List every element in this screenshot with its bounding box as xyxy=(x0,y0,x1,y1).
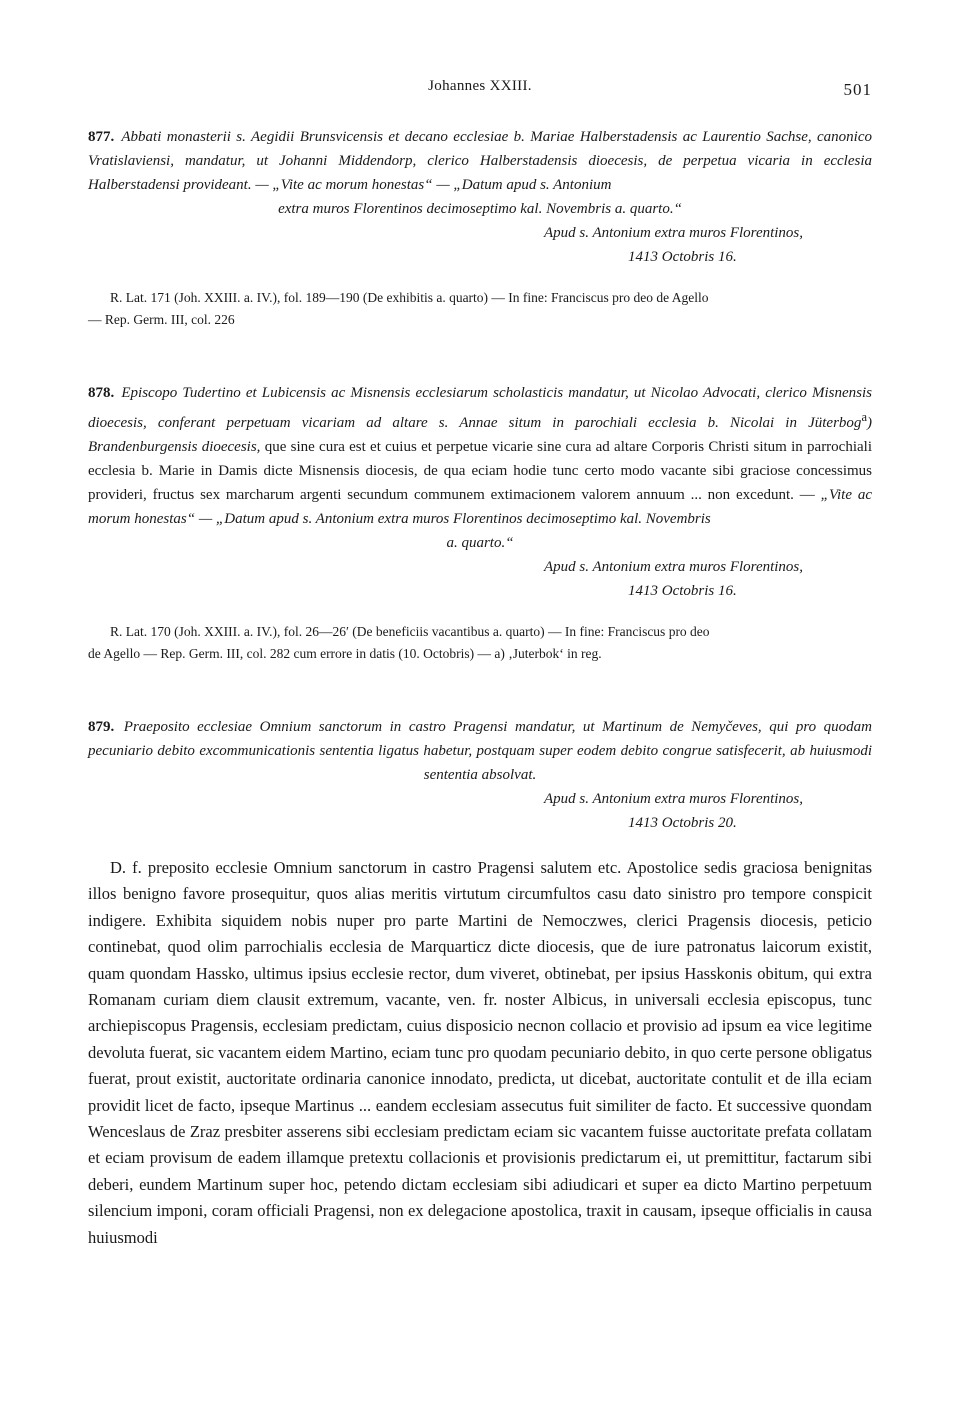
running-header xyxy=(88,78,872,102)
regest-text-3: „Vite ac morum honestas“ — „Datum apud s. Antonium extra muros Florentinos decimoseptimo kal. Novembris xyxy=(88,487,872,527)
page-number: 501 xyxy=(843,80,872,99)
entry-number: 879. xyxy=(88,719,115,735)
regest-centered-line: extra muros Florentinos decimoseptimo kal. Novembris a. quarto.“ xyxy=(278,201,682,217)
source-line-1: R. Lat. 170 (Joh. XXIII. a. IV.), fol. 26—26′ (De beneficiis vacantibus a. quarto) — In fine: Franciscus pro deo xyxy=(110,624,710,639)
regest-text: Abbati monasterii s. Aegidii Brunsvicensis et decano ecclesiae b. Mariae Halberstadensis ac Laurentio Sachse, canonico Vratislaviensi, mandatur, ut Johanni Middendorp, clerico Halberstadensis dioecesis, de perpetua vicaria in ecclesia Halberstadensi provideant. — „Vite ac morum honestas“ — „Datum apud s. Antonium xyxy=(88,129,873,193)
regest-text: Praeposito ecclesiae Omnium sanctorum in castro Pragensi mandatur, ut Martinum de Nemyčeves, qui pro quodam pecuniario debito excommunicationis sententia ligatus habetur, postquam super eodem debito congrue satisfecerit, ab huiusmodi sententia absolvat. xyxy=(88,719,873,783)
regest-text: Episcopo Tudertino et Lubicensis ac Misnensis ecclesiarum scholasticis mandatur, ut Nicolao Advocati, clerico Misnensis dioecesis, conferant perpetuam vicariam ad altare s. Annae situm in parochiali ecclesia b. Nicolai in Jüterbog xyxy=(88,385,872,431)
dating-date: 1413 Octobris 16. xyxy=(628,249,737,265)
source-line-2: — Rep. Germ. III, col. 226 xyxy=(88,312,235,327)
source-line-1: R. Lat. 171 (Joh. XXIII. a. IV.), fol. 189—190 (De exhibitis a. quarto) — In fine: Franciscus pro deo de Agello xyxy=(110,290,709,305)
entry-877 xyxy=(88,125,872,331)
dating-block xyxy=(544,221,872,269)
source-note xyxy=(88,621,872,665)
source-note xyxy=(88,287,872,331)
dating-block xyxy=(544,787,872,835)
dating-date: 1413 Octobris 16. xyxy=(628,583,737,599)
regest-877 xyxy=(88,125,872,197)
footnote-mark: a xyxy=(861,410,867,424)
running-title: Johannes XXIII. xyxy=(428,78,532,94)
document-body xyxy=(88,855,872,1251)
dating-block xyxy=(544,555,872,603)
dating-place: Apud s. Antonium extra muros Florentinos, xyxy=(544,559,804,575)
dating-place: Apud s. Antonium extra muros Florentinos, xyxy=(544,225,804,241)
entry-878 xyxy=(88,381,872,665)
entry-number: 877. xyxy=(88,129,115,145)
page xyxy=(88,78,872,1251)
source-line-2: de Agello — Rep. Germ. III, col. 282 cum errore in datis (10. Octobris) — a) ‚Juterbok‘ in reg. xyxy=(88,646,602,661)
regest-centered-line: a. quarto.“ xyxy=(446,535,514,551)
dating-date: 1413 Octobris 20. xyxy=(628,815,737,831)
regest-879 xyxy=(88,715,872,787)
regest-plain-text: que sine cura est et cuius et perpetue vicarie sine cura ad altare Corporis Christi situm in parrochiali ecclesia b. Marie in Damis dicte Misnensis diocesis, de qua eciam hodie tunc certo modo vacante sibi graciose concessimus provideri, fructus sex marcharum argenti secundum communem extimacionem valorem annuum ... non excedunt. — xyxy=(88,439,872,503)
dating-place: Apud s. Antonium extra muros Florentinos, xyxy=(544,791,804,807)
regest-text-2: ) Brandenburgensis dioecesis, xyxy=(88,415,872,455)
entry-879 xyxy=(88,715,872,1251)
regest-878 xyxy=(88,381,872,531)
entry-number: 878. xyxy=(88,385,115,401)
document-body-text: D. f. preposito ecclesie Omnium sanctorum in castro Pragensi salutem etc. Apostolice sedis graciosa benignitas illos benigno favore prosequitur, quos alias meritis virtutum circumfultos casu dato sinistro pro tempore conspicit indigere. Exhibita siquidem nobis nuper pro parte Martini de Nemoczwes, clerici Pragensis diocesis, peticio continebat, quod olim parrochialis ecclesia de Marquarticz dicte diocesis, que de iure patronatus laicorum existit, quam quondam Hassko, ultimus ipsius ecclesie rector, dum viveret, obtinebat, per ipsius Hasskonis obitum, qui extra Romanam curiam diem clausit extremum, vacante, ven. fr. noster Albicus, in universali ecclesia episcopus, tunc archiepiscopus Pragensis, ecclesiam predictam, cuius disposicio necnon collacio et provisio ad ipsum ea vice legitime devoluta fuerat, sic vacantem eidem Martino, eciam tunc pro quodam pecuniario debito, in quo certe persone obligatus fuerat, prout existit, auctoritate ordinaria canonice innodato, predicta, ut dicebat, auctoritate contulit et de illa eciam providit licet de facto, ipseque Martinus ... eandem ecclesiam assecutus fuit similiter de facto. Et successive quondam Wenceslaus de Zraz presbiter asserens sibi ecclesiam predictam eciam sic vacantem fuisse auctoritate prefata collatam et eciam provisum de eadem illamque pretextu collacionis et provisionis predictarum ei, ut premittitur, factarum sibi deberi, eundem Martinum super hoc, petendo dictam ecclesiam sibi adiudicari et super ea dicto Martino perpetuum silencium imponi, coram officiali Pragensi, non ex delegacione apostolica, traxit in causam, ipseque officialis in causa huiusmodi xyxy=(88,858,872,1247)
